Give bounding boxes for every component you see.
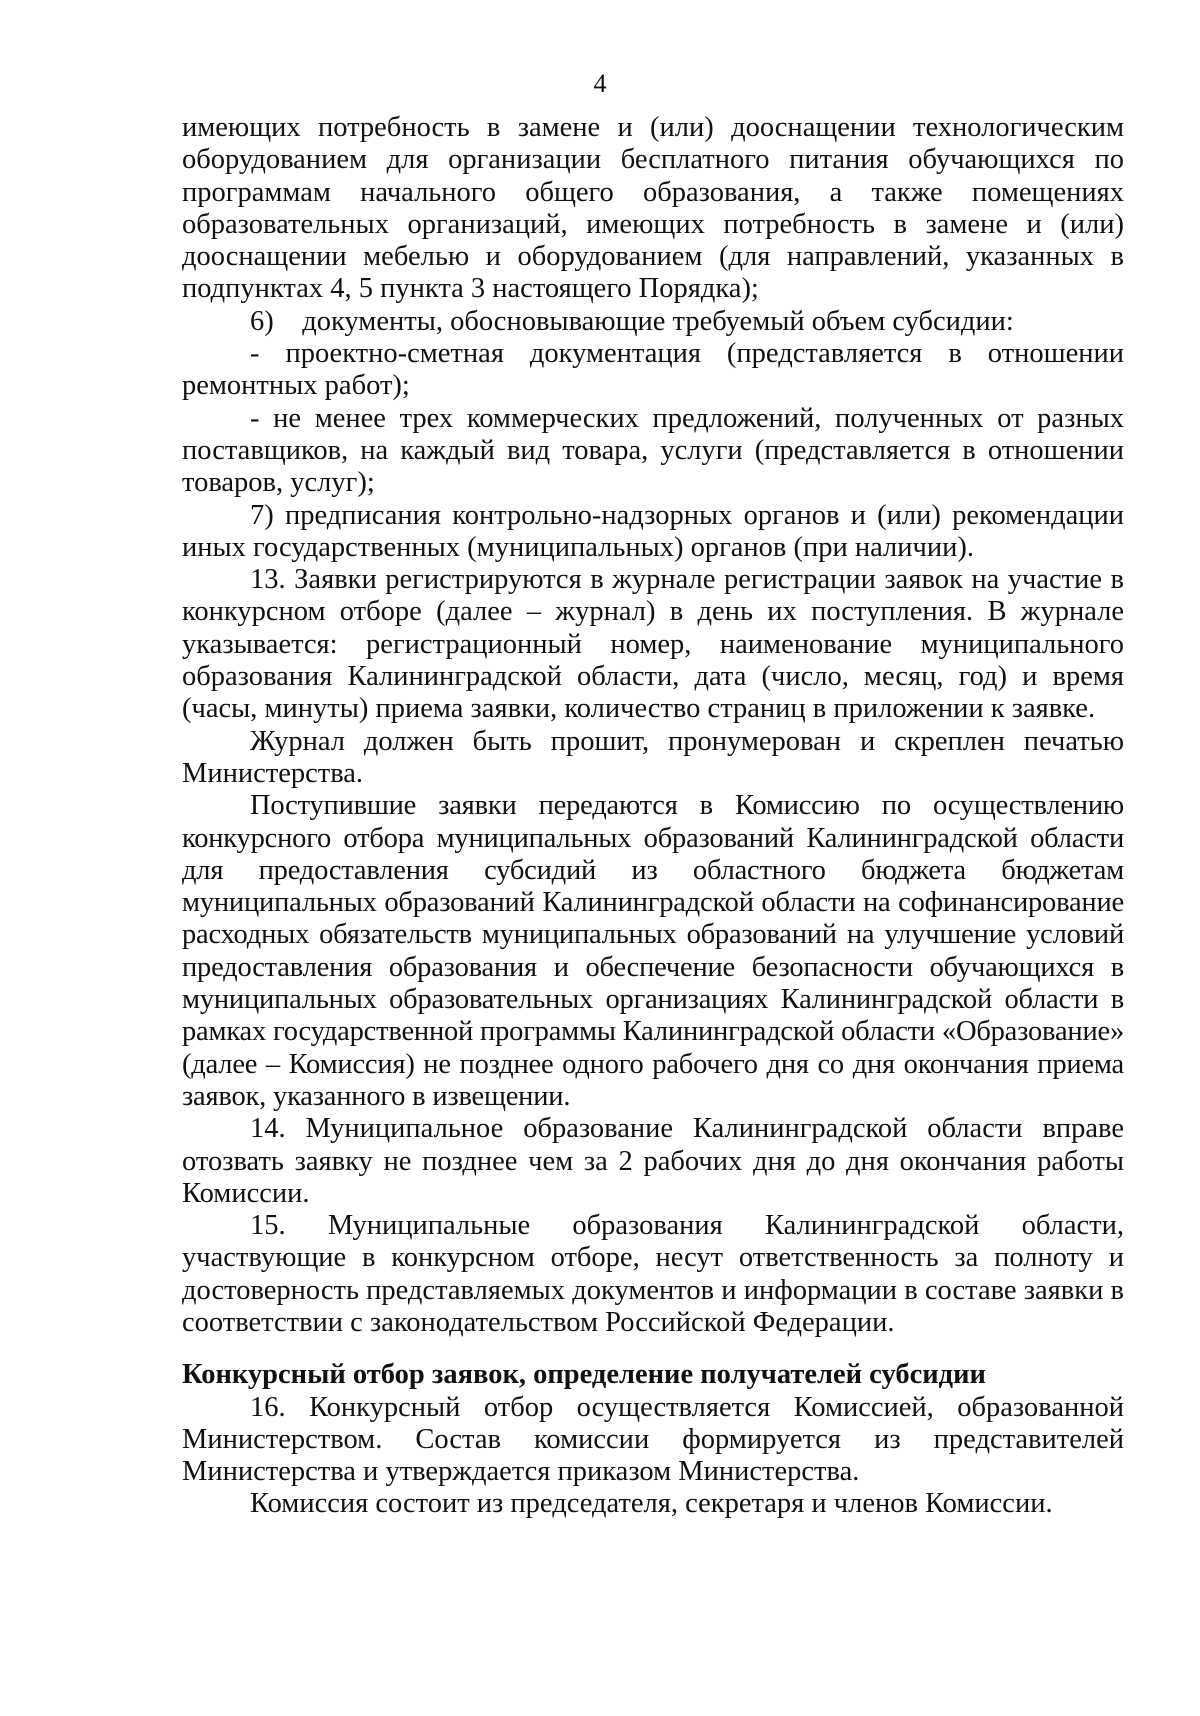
paragraph-clause-15: 15. Муниципальные образования Калининградской области, участвующие в конкурсном отборе, несут ответственность за полноту и достоверность представляемых документов и информации в составе заявки в соответствии с законодательством Российской Федерации. bbox=[182, 1210, 1124, 1338]
paragraph-commercial-offers: - не менее трех коммерческих предложений, полученных от разных поставщиков, на каждый вид товара, услуги (представляется в отношении товаров, услуг); bbox=[182, 402, 1124, 499]
document-body bbox=[182, 112, 1124, 1521]
paragraph-design-estimate: - проектно-сметная документация (представляется в отношении ремонтных работ); bbox=[182, 338, 1124, 402]
page-number: 4 bbox=[593, 69, 607, 98]
paragraph-commission-composition: Комиссия состоит из председателя, секретаря и членов Комиссии. bbox=[250, 1488, 1053, 1520]
paragraph-clause-13: 13. Заявки регистрируются в журнале регистрации заявок на участие в конкурсном отборе (далее – журнал) в день их поступления. В журнале указывается: регистрационный номер, наименование муниципального образования Калининградской области, дата (число, месяц, год) и время (часы, минуты) приема заявки, количество страниц в приложении к заявке. bbox=[182, 564, 1124, 725]
paragraph-commission: Поступившие заявки передаются в Комиссию по осуществлению конкурсного отбора муниципальных образований Калининградской области для предоставления субсидий из областного бюджета бюджетам муниципальных образований Калининградской области на софинансирование расходных обязательств муниципальных образований на улучшение условий предоставления образования и обеспечение безопасности обучающихся в муниципальных образовательных организациях Калининградской области в рамках государственной программы Калининградской области «Образование» (далее – Комиссия) не позднее одного рабочего дня со дня окончания приема заявок, указанного в извещении. bbox=[182, 790, 1124, 1112]
section-heading: Конкурсный отбор заявок, определение получателей субсидии bbox=[182, 1359, 986, 1391]
paragraph-item-7: 7) предписания контрольно-надзорных органов и (или) рекомендации иных государственных (муниципальных) органов (при наличии). bbox=[182, 499, 1124, 563]
paragraph-item-6: 6) документы, обосновывающие требуемый объем субсидии: bbox=[250, 305, 1014, 337]
paragraph-journal: Журнал должен быть прошит, пронумерован и скреплен печатью Министерства. bbox=[182, 725, 1124, 789]
paragraph-clause-14: 14. Муниципальное образование Калининградской области вправе отозвать заявку не позднее чем за 2 рабочих дня до дня окончания работы Комиссии. bbox=[182, 1113, 1124, 1209]
paragraph-clause-16: 16. Конкурсный отбор осуществляется Комиссией, образованной Министерством. Состав комиссии формируется из представителей Министерства и утверждается приказом Министерства. bbox=[182, 1391, 1124, 1488]
paragraph-continuation: имеющих потребность в замене и (или) дооснащении технологическим оборудованием для организации бесплатного питания обучающихся по программам начального общего образования, а также помещениях образовательных организаций, имеющих потребность в замене и (или) дооснащении мебелью и оборудованием (для направлений, указанных в подпунктах 4, 5 пункта 3 настоящего Порядка); bbox=[182, 112, 1124, 305]
